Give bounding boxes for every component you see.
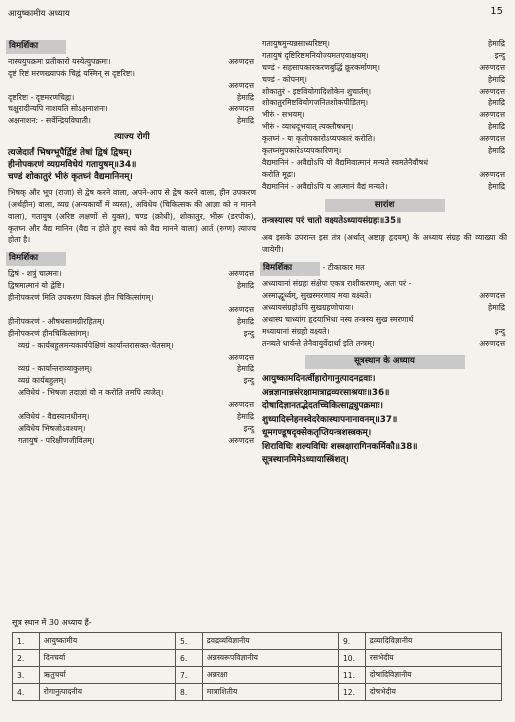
commentator-name: अरुणदत्त xyxy=(228,80,254,90)
commentary-line xyxy=(8,363,256,375)
table-row xyxy=(13,667,502,684)
commentary-text: अविधेय भिषजोऽवश्यम्। xyxy=(18,423,86,433)
commentary-line xyxy=(262,121,507,133)
table-row xyxy=(13,650,502,667)
commentary-text: अविधेयं - भिषजः तदाज्ञां यो न करोति तमपि त्यजेत्। xyxy=(18,388,164,398)
commentary-text: वैद्यमानिनं - अवैद्योऽपि यो वैद्यमिवात्मानं मन्यते स्वमतेनैवौषधं xyxy=(262,157,429,167)
commentary-line xyxy=(262,38,507,50)
commentary-text: अध्यायानां संग्रहः संक्षेपः एकत्र राशीकरणम्, अतः परं - xyxy=(262,279,412,289)
chapter-number: 2. xyxy=(13,650,40,667)
commentary-text: द्विषमात्मानं यो द्वेष्टि। xyxy=(8,281,65,291)
commentator-name: हेमाद्रि xyxy=(488,122,505,132)
commentary-line xyxy=(8,268,256,280)
commentator-name: हेमाद्रि xyxy=(237,281,254,291)
commentary-text: व्यग्रं - कार्यबहुलमन्यकार्यपेक्षिणं कार्यान्तरासक्त-चेतसम्। xyxy=(18,340,174,350)
commentator-name: अरुणदत्त xyxy=(228,104,254,114)
commentator-name: अरुणदत्त xyxy=(479,290,505,300)
commentator-name: हेमाद्रि xyxy=(488,181,505,191)
commentator-name: अरुणदत्त xyxy=(228,56,254,66)
chapter-name: दोषभेदीय xyxy=(365,684,501,701)
commentary-line xyxy=(8,56,256,68)
commentator-name: अरुणदत्त xyxy=(228,400,254,410)
chapter-name: द्रव्यादिविज्ञानीय xyxy=(365,633,501,650)
commentary-text: दृष्टं रिष्टं मरणख्यापकं चिह्नं यस्मिन् स दृष्टरिष्टः। xyxy=(8,68,135,78)
commentary-text: गतायुषमुन्यन्नसाध्यरिष्टम्। xyxy=(262,39,330,48)
commentary-text: अक्षनाशन: - सर्वेन्द्रियविघाती। xyxy=(8,116,92,126)
chapter-number: 12. xyxy=(338,684,365,701)
section-heading-vimarshika: विमर्शिका xyxy=(260,262,320,276)
commentary-line xyxy=(262,109,507,121)
chapter-number: 6. xyxy=(175,650,202,667)
commentary-text: गतायुषं - परिक्षीणजीवितम्। xyxy=(18,435,95,445)
commentary-line xyxy=(262,326,507,338)
commentator-name: हेमाद्रि xyxy=(488,146,505,156)
chapter-name: अन्नरक्षा xyxy=(202,667,338,684)
commentary-line xyxy=(262,181,507,193)
commentary-line xyxy=(8,387,256,399)
running-title: आयुष्कामीय अध्याय xyxy=(8,9,70,19)
chapter-number: 1. xyxy=(13,633,40,650)
commentary-line xyxy=(8,352,256,364)
commentator-name: हेमाद्रि xyxy=(488,302,505,312)
commentator-name: अरुणदत्त xyxy=(228,352,254,362)
section-heading-vimarshika: विमर्शिका xyxy=(6,40,66,54)
chapter-name: रोगानुत्पादनीय xyxy=(39,684,175,701)
table-caption: सूत्र स्थान में 30 अध्याय हैं- xyxy=(12,618,92,627)
commentary-text: हीनोपकरणं हीनचिकित्सांगम्। xyxy=(8,328,90,338)
left-column xyxy=(8,38,256,447)
chapter-name: रसभेदीय xyxy=(365,650,501,667)
commentator-name: इन्दु xyxy=(243,423,254,433)
verse-line: अन्नज्ञानान्नसंरक्षामात्राद्रव्यरसाश्रयाः॥36॥ xyxy=(262,387,390,398)
hindi-translation: अब इसके उपरान्त इस तंत्र (अर्थात् अष्टाङ्ग हृदयम्) के अध्याय संग्रह की व्याख्या की जायेगी। xyxy=(262,233,507,255)
commentator-name: हेमाद्रि xyxy=(237,364,254,374)
table-row xyxy=(13,684,502,701)
commentary-text: करोति मूढः। xyxy=(262,169,296,179)
commentator-name: अरुणदत्त xyxy=(479,86,505,96)
verse-line: तन्त्रस्यास्य परं चातो वक्ष्यतेऽध्यायसंग्रहः॥35॥ xyxy=(262,216,402,227)
commentary-text: भीरुं - व्याधदूभयात् त्यक्तौषधम्। xyxy=(262,122,354,132)
commentator-name: अरुणदत्त xyxy=(228,269,254,279)
commentary-line xyxy=(262,290,507,302)
commentary-line xyxy=(262,278,507,290)
commentary-text: व्यग्रं - कार्यान्तराव्याकुलम्। xyxy=(18,364,93,374)
commentator-name: अरुणदत्त xyxy=(479,110,505,120)
commentary-text: वैद्यमानिनं - अवैद्योऽपि य आत्मानं वैद्यं मन्यते। xyxy=(262,181,388,191)
commentary-line xyxy=(8,292,256,304)
commentary-text: हीनोपकरणं मिति उपकरण विकलं हीन चिकित्सांगम्। xyxy=(8,293,154,303)
section-heading-tyajya: त्याज्य रोगी xyxy=(114,132,150,143)
chapter-number: 5. xyxy=(175,633,202,650)
commentary-line xyxy=(262,74,507,86)
commentary-text: कृतघ्नं - यः कृतोपकारोऽप्यपकारं करोति। xyxy=(262,134,376,144)
commentary-line xyxy=(8,411,256,423)
commentator-name: इन्दु xyxy=(494,50,505,60)
chapter-name: दिनचर्या xyxy=(39,650,175,667)
commentary-line xyxy=(8,115,256,127)
commentary-text: व्यग्रं कार्यबहुलम्। xyxy=(18,376,67,386)
commentary-block-4 xyxy=(262,278,507,349)
section-heading-vimarshika: विमर्शिका xyxy=(6,252,66,266)
commentary-block-3 xyxy=(262,38,507,193)
section-subheading: - टीकाकार मत xyxy=(322,263,365,273)
chapter-number: 9. xyxy=(338,633,365,650)
commentary-line xyxy=(262,50,507,62)
commentary-text: अस्माद्धूर्ध्वम्, सुखस्मरणाय मया वक्ष्यते। xyxy=(262,290,372,300)
commentary-text: मध्यायानां संग्रहो वक्ष्यते। xyxy=(262,326,330,336)
commentary-text: तन्त्र्यते धार्यन्ते तेनैवायुर्वेदार्था इति तन्त्रम्। xyxy=(262,338,375,348)
commentary-line xyxy=(8,68,256,80)
chapter-number: 8. xyxy=(175,684,202,701)
commentator-name: अरुणदत्त xyxy=(228,304,254,314)
commentary-text: अविधेयं - वैद्यस्यानधीनम्। xyxy=(18,411,90,421)
commentary-line xyxy=(8,423,256,435)
commentary-text: गतायुषं दृष्टिरिष्टमनियोज्यमतएवाक्षयम्। xyxy=(262,50,369,60)
commentary-block-2 xyxy=(8,268,256,446)
page-header xyxy=(8,6,503,22)
chapter-name: आयुष्कामीय xyxy=(39,633,175,650)
commentary-text: कृतघ्नमुपकारेऽप्यपकारिणम्। xyxy=(262,146,342,156)
verse-line: आयुष्कामदिनर्त्वीहारोगानुत्पादनद्रवाः। xyxy=(262,374,376,385)
sutra-verses xyxy=(262,373,507,468)
right-column xyxy=(262,38,507,468)
commentary-line xyxy=(8,280,256,292)
commentary-line xyxy=(8,80,256,92)
commentator-name: इन्दु xyxy=(494,326,505,336)
commentary-line xyxy=(8,435,256,447)
commentary-line xyxy=(8,304,256,316)
section-heading-sutra: सूत्रस्थान के अध्याय xyxy=(305,355,465,369)
commentary-line xyxy=(8,375,256,387)
commentator-name: हेमाद्रि xyxy=(488,39,505,48)
chapter-name: दोषादिविज्ञानीय xyxy=(365,667,501,684)
commentary-line xyxy=(8,399,256,411)
section-heading-saransh: सारांश xyxy=(325,199,445,213)
commentary-text: अथास्य चाध्यांग हृदयाभिधा नस्य तन्त्रस्य सुख स्मरणार्थ xyxy=(262,314,414,324)
commentator-name: अरुणदत्त xyxy=(479,169,505,179)
commentary-text: दृष्टरिष्टः - दृष्टमरणचिह्नः। xyxy=(8,92,75,102)
commentator-name: अरुणदत्त xyxy=(479,134,505,144)
commentary-text: द्विषं - शत्रुं चात्मनः। xyxy=(8,269,62,279)
commentary-line xyxy=(262,314,507,326)
commentary-text: हीनोपकरणं - औषधसामग्रीरहितम्। xyxy=(8,316,105,326)
verse-line: चण्डं शोकातुरं भीरुं कृतघ्नं वैद्यमानिनम्। xyxy=(8,171,133,182)
commentary-text: चक्षुरादीन्यपि नाशयति सोऽक्षनाशनः। xyxy=(8,104,108,114)
chapter-number: 3. xyxy=(13,667,40,684)
verse-line: सूत्रस्थानमिमेऽध्यायास्त्रिंशत्। xyxy=(262,455,349,466)
commentary-line xyxy=(8,328,256,340)
verse-line: दोषादिज्ञानतद्भेदतच्चिकित्साद्व्युपक्रमाः। xyxy=(262,401,383,412)
vimarshika-heading-row xyxy=(262,260,507,278)
commentator-name: हेमाद्रि xyxy=(237,411,254,421)
verse-line: शुध्यादिस्नेहनस्वेदरेकास्थापनानावनम्॥37॥ xyxy=(262,414,398,425)
commentary-text: भीरुं - सभयम्। xyxy=(262,110,305,120)
commentary-line xyxy=(262,86,507,98)
commentary-line xyxy=(8,340,256,352)
table-row xyxy=(13,633,502,650)
commentary-line xyxy=(262,62,507,74)
commentator-name: अरुणदत्त xyxy=(479,62,505,72)
commentary-text: चण्डं - सहसापकारकरणबुद्धिं क्रूरकर्माणम्। xyxy=(262,62,381,72)
verse-line: हीनोपकरणं व्यग्रमविधेयं गतायुषम्॥34॥ xyxy=(8,160,137,171)
hindi-translation: भिषक् और भूप (राजा) से द्वेष करने वाला, अपने-आप से द्वेष करने वाला, हीन उपकरण (अर्थहीन) वाला, व्यग्र (अन्यकार्यों में व्यस्त), अविधेय (चिकित्सक की आज्ञा को न मानने वाला), गतायुष (अरिष्ट लक्षणों से युक्त), चण्ड (क्रोधी), शोकातुर, भीरू (डरपोक), कृतघ्न और वैद्य मानिन (वैद्य न होते हुए स्वयं को वैद्य मानने वाला) आर्त (रुग्ण) त्याज्य होता है। xyxy=(8,187,256,245)
chapter-name: मात्राशितीय xyxy=(202,684,338,701)
commentary-block-1 xyxy=(8,56,256,127)
verse-line: त्यजेदार्तं भिषग्भूपैर्द्विष्टं तेषां द्विषं द्विषम्। xyxy=(8,148,132,159)
commentator-name: इन्दु xyxy=(243,328,254,338)
commentary-line xyxy=(262,302,507,314)
commentary-text: शोकातुरं - इष्टवियोगादिशोकेन शुचार्तम्। xyxy=(262,86,372,96)
commentary-line xyxy=(8,316,256,328)
commentator-name: हेमाद्रि xyxy=(237,116,254,126)
verse-line: धूमगण्डूषदृक्सेकतृप्तियन्त्रशस्त्रकम्। xyxy=(262,428,372,439)
commentary-text: अध्यायसंग्रहोऽपि सुखग्रहणोपायः। xyxy=(262,302,354,312)
commentary-text: शोकातुरमिष्टवियोगजनितशोकपीडितम्। xyxy=(262,98,369,108)
commentator-name: हेमाद्रि xyxy=(237,316,254,326)
verse-line: शिराविधिः शल्यविधिः शस्त्रक्षारागिनकर्मिकौ॥38॥ xyxy=(262,441,418,452)
commentator-name: हेमाद्रि xyxy=(488,98,505,108)
commentary-line xyxy=(262,157,507,169)
chapter-name: ऋतुचर्या xyxy=(39,667,175,684)
chapter-number: 10. xyxy=(338,650,365,667)
commentator-name: अरुणदत्त xyxy=(479,338,505,348)
commentator-name: हेमाद्रि xyxy=(488,74,505,84)
commentator-name: इन्दु xyxy=(243,376,254,386)
commentary-line xyxy=(262,338,507,350)
commentary-text: चण्डं - कोपनम्। xyxy=(262,74,307,84)
chapter-number: 7. xyxy=(175,667,202,684)
chapter-number: 4. xyxy=(13,684,40,701)
commentary-line xyxy=(262,97,507,109)
commentary-text: नास्ययुपक्रमः प्रतीकारो यस्येत्युपक्रमः। xyxy=(8,56,111,66)
commentary-line xyxy=(8,103,256,115)
commentary-line xyxy=(262,145,507,157)
commentary-line xyxy=(8,92,256,104)
chapter-name: द्रवद्रव्यविज्ञानीय xyxy=(202,633,338,650)
chapter-name: अन्नस्वरूपविज्ञानीय xyxy=(202,650,338,667)
commentary-line xyxy=(262,169,507,181)
page-number: 15 xyxy=(490,6,503,17)
commentator-name: अरुणदत्त xyxy=(228,435,254,445)
chapters-table xyxy=(12,632,502,701)
chapter-number: 11. xyxy=(338,667,365,684)
commentary-line xyxy=(262,133,507,145)
commentator-name: हेमाद्रि xyxy=(237,92,254,102)
